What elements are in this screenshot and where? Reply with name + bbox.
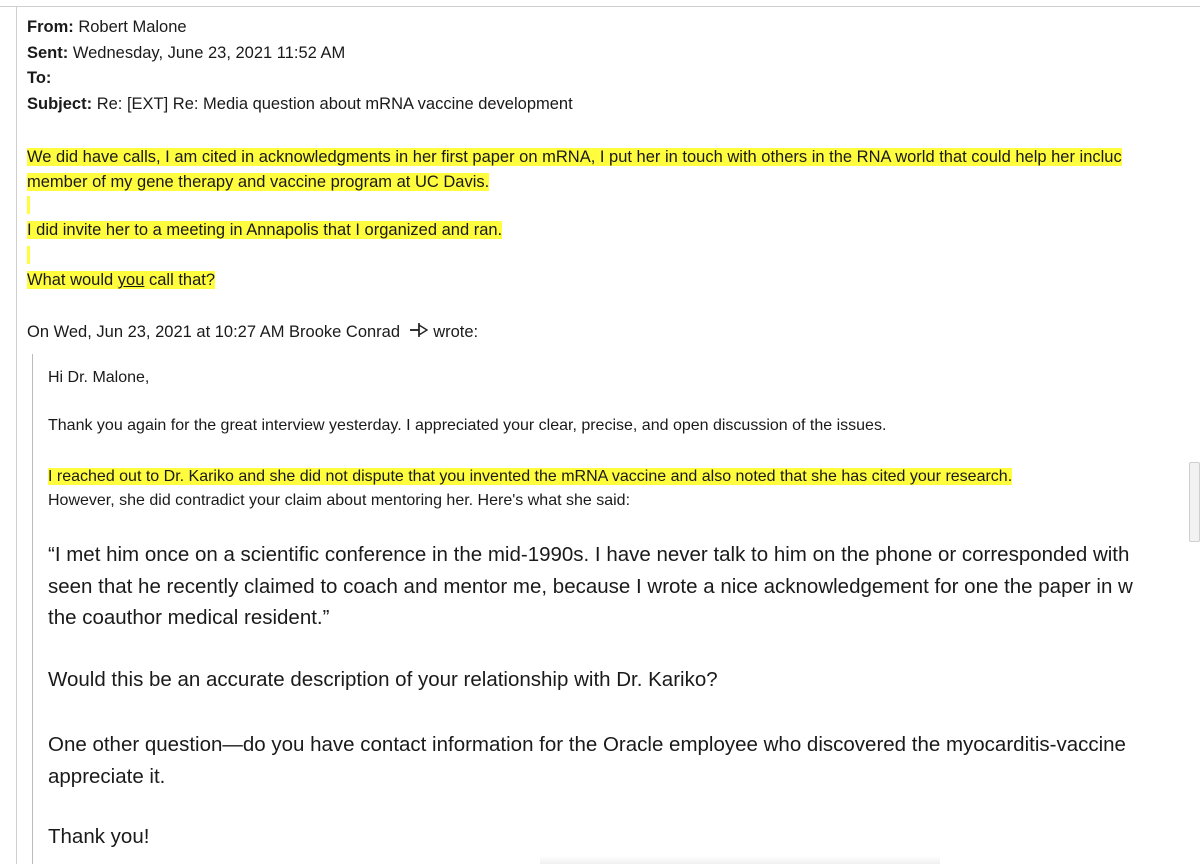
other-question-line-2: appreciate it. <box>48 764 166 788</box>
quoted-thanks: Thank you again for the great interview yesterday. I appreciated your clear, precise, and open discussion of the issues. <box>48 417 887 434</box>
from-label: From: <box>27 18 74 36</box>
kariko-quote-line-2: seen that he recently claimed to coach and mentor me, because I wrote a nice acknowledgement for one the paper in w <box>48 574 1133 598</box>
quoted-greeting: Hi Dr. Malone, <box>48 369 150 386</box>
kariko-quote-line-1: “I met him once on a scientific conference in the mid-1990s. I have never talk to him on the phone or corresponded with <box>48 543 1130 566</box>
from-row <box>27 15 573 41</box>
reply-paragraph-1 <box>27 145 1122 195</box>
header-divider <box>0 6 1200 7</box>
scrollbar-thumb[interactable] <box>1189 462 1200 542</box>
bottom-edge-shadow <box>540 856 940 864</box>
kariko-quote <box>48 539 1133 634</box>
reply-line-4-a: What would <box>27 271 118 289</box>
quote-rule <box>32 354 33 864</box>
to-label: To: <box>27 69 52 87</box>
highlight-blank-line <box>27 196 30 214</box>
from-value: Robert Malone <box>78 18 187 36</box>
message-left-border <box>16 6 17 864</box>
quoted-question: Would this be an accurate description of your relationship with Dr. Kariko? <box>48 668 718 691</box>
kariko-quote-line-3: the coauthor medical resident.” <box>48 606 330 629</box>
reply-paragraph-2 <box>27 218 502 243</box>
reply-line-4 <box>27 271 215 289</box>
sent-value: Wednesday, June 23, 2021 11:52 AM <box>72 43 346 62</box>
quoted-kariko-line-2: However, she did contradict your claim about mentoring her. Here's what she said: <box>48 492 631 509</box>
reply-paragraph-3 <box>27 268 215 293</box>
reply-line-4-c: call that? <box>144 271 216 289</box>
redaction-marker-icon <box>409 321 429 346</box>
subject-value: Re: [EXT] Re: Media question about mRNA vaccine development <box>96 94 573 113</box>
sent-row <box>27 41 573 67</box>
quoted-kariko-line-1: I reached out to Dr. Kariko and she did not dispute that you invented the mRNA vaccine and also noted that she has cited your research. <box>48 468 1013 485</box>
sent-label: Sent: <box>27 43 69 62</box>
quoted-other-question <box>48 729 1126 792</box>
to-row <box>27 66 573 92</box>
email-header <box>27 15 573 117</box>
subject-label: Subject: <box>27 94 93 113</box>
reply-line-4-underlined: you <box>117 271 145 289</box>
subject-row <box>27 92 573 118</box>
reply-line-2: member of my gene therapy and vaccine program at UC Davis. <box>27 173 490 191</box>
quote-attribution <box>27 320 478 346</box>
attribution-suffix: wrote: <box>433 323 479 341</box>
reply-line-3: I did invite her to a meeting in Annapolis that I organized and ran. <box>27 221 503 239</box>
highlight-blank-line <box>27 246 30 264</box>
quoted-closing: Thank you! <box>48 825 150 848</box>
attribution-text: On Wed, Jun 23, 2021 at 10:27 AM Brooke Conrad <box>27 323 401 341</box>
other-question-line-1: One other question—do you have contact information for the Oracle employee who discovered the myocarditis-vaccine <box>48 733 1126 756</box>
quoted-kariko-paragraph <box>48 465 1012 513</box>
reply-line-1: We did have calls, I am cited in acknowledgments in her first paper on mRNA, I put her in touch with others in the RNA world that could help her incluc <box>27 148 1122 166</box>
